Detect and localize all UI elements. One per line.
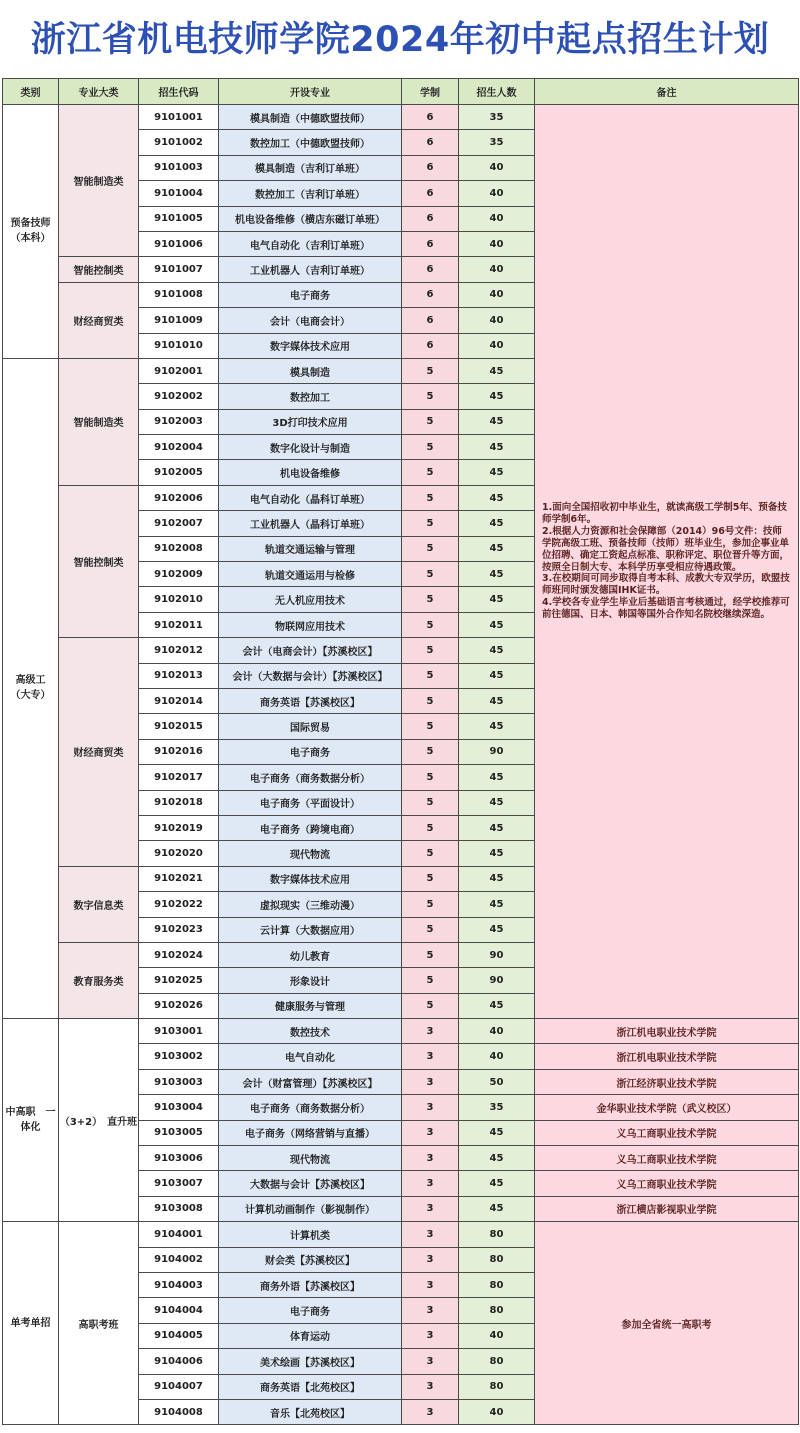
code-cell: 9101003	[139, 155, 219, 180]
category-sublabel: （本科）	[10, 233, 51, 245]
enrollment-cell: 40	[459, 257, 535, 282]
program-cell: 轨道交通运输与管理	[219, 536, 402, 561]
duration-cell: 5	[402, 435, 459, 460]
code-cell: 9104003	[139, 1272, 219, 1297]
duration-cell: 5	[402, 892, 459, 917]
code-cell: 9102023	[139, 917, 219, 942]
enrollment-cell: 45	[459, 841, 535, 866]
header-remarks: 备注	[535, 79, 799, 105]
program-cell: 会计（财富管理）【苏溪校区】	[219, 1069, 402, 1094]
program-cell: 数字化设计与制造	[219, 435, 402, 460]
code-cell: 9102007	[139, 511, 219, 536]
duration-cell: 5	[402, 536, 459, 561]
code-cell: 9102012	[139, 638, 219, 663]
code-cell: 9101005	[139, 206, 219, 231]
duration-cell: 5	[402, 663, 459, 688]
enrollment-cell: 45	[459, 536, 535, 561]
code-cell: 9102015	[139, 714, 219, 739]
program-cell: 电子商务（平面设计）	[219, 790, 402, 815]
program-cell: 幼儿教育	[219, 942, 402, 967]
code-cell: 9101010	[139, 333, 219, 358]
duration-cell: 5	[402, 841, 459, 866]
enrollment-cell: 80	[459, 1272, 535, 1297]
major-class-cell: 财经商贸类	[59, 638, 139, 867]
table-row	[3, 1222, 799, 1247]
code-cell: 9102021	[139, 866, 219, 891]
program-cell: 数字媒体技术应用	[219, 333, 402, 358]
enrollment-cell: 40	[459, 1399, 535, 1424]
program-cell: 体育运动	[219, 1323, 402, 1348]
remark-item: 2.根据人力资源和社会保障部（2014）96号文件：技师学院高级工班、预备技师（技师）班毕业生，参加企事业单位招聘、确定工资起点标准、职称评定、职位晋升等方面，按照全日制大专、本科学历享受相应待遇政策。	[542, 525, 790, 573]
program-cell: 计算机类	[219, 1222, 402, 1247]
program-cell: 模具制造（吉利订单班）	[219, 155, 402, 180]
duration-cell: 3	[402, 1171, 459, 1196]
program-cell: 电气自动化（吉利订单班）	[219, 231, 402, 256]
duration-cell: 6	[402, 105, 459, 130]
category-label: 中高职 一	[5, 1107, 56, 1119]
code-cell: 9102011	[139, 612, 219, 637]
duration-cell: 6	[402, 231, 459, 256]
enrollment-cell: 45	[459, 435, 535, 460]
duration-cell: 3	[402, 1069, 459, 1094]
enrollment-cell: 50	[459, 1069, 535, 1094]
program-cell: 工业机器人（晶科订单班）	[219, 511, 402, 536]
major-class-cell: 数字信息类	[59, 866, 139, 942]
program-cell: 模具制造（中德欧盟技师）	[219, 105, 402, 130]
code-cell: 9103001	[139, 1019, 219, 1044]
duration-cell: 5	[402, 714, 459, 739]
partner-college-cell: 浙江横店影视职业学院	[535, 1196, 799, 1221]
major-class-cell: 财经商贸类	[59, 282, 139, 358]
code-cell: 9102022	[139, 892, 219, 917]
category-cell	[3, 1222, 59, 1425]
code-cell: 9102025	[139, 968, 219, 993]
duration-cell: 6	[402, 333, 459, 358]
program-cell: 无人机应用技术	[219, 587, 402, 612]
program-cell: 轨道交通运用与检修	[219, 562, 402, 587]
category-cell	[3, 1019, 59, 1222]
category-sublabel: （大专）	[10, 690, 51, 702]
duration-cell: 3	[402, 1019, 459, 1044]
enrollment-cell: 45	[459, 612, 535, 637]
enrollment-cell: 45	[459, 714, 535, 739]
duration-cell: 5	[402, 917, 459, 942]
program-cell: 会计（大数据与会计）【苏溪校区】	[219, 663, 402, 688]
duration-cell: 5	[402, 993, 459, 1018]
code-cell: 9102018	[139, 790, 219, 815]
program-cell: 计算机动画制作（影视制作）	[219, 1196, 402, 1221]
duration-cell: 5	[402, 790, 459, 815]
code-cell: 9102016	[139, 739, 219, 764]
program-cell: 商务英语【北苑校区】	[219, 1374, 402, 1399]
duration-cell: 5	[402, 866, 459, 891]
category-cell	[3, 105, 59, 359]
duration-cell: 3	[402, 1374, 459, 1399]
enrollment-cell: 45	[459, 485, 535, 510]
code-cell: 9104005	[139, 1323, 219, 1348]
code-cell: 9104008	[139, 1399, 219, 1424]
program-cell: 大数据与会计【苏溪校区】	[219, 1171, 402, 1196]
enrollment-cell: 45	[459, 562, 535, 587]
program-cell: 电子商务	[219, 1298, 402, 1323]
enrollment-cell: 40	[459, 181, 535, 206]
enrollment-cell: 45	[459, 409, 535, 434]
enrollment-cell: 45	[459, 1120, 535, 1145]
enrollment-table	[2, 78, 799, 1425]
program-cell: 模具制造	[219, 358, 402, 383]
code-cell: 9102026	[139, 993, 219, 1018]
program-cell: 数控加工	[219, 384, 402, 409]
program-cell: 电子商务（商务数据分析）	[219, 765, 402, 790]
program-cell: 商务英语【苏溪校区】	[219, 688, 402, 713]
enrollment-cell: 45	[459, 1196, 535, 1221]
code-cell: 9102024	[139, 942, 219, 967]
program-cell: 机电设备维修	[219, 460, 402, 485]
duration-cell: 5	[402, 638, 459, 663]
code-cell: 9102017	[139, 765, 219, 790]
code-cell: 9104001	[139, 1222, 219, 1247]
duration-cell: 5	[402, 511, 459, 536]
program-cell: 电气自动化（晶科订单班）	[219, 485, 402, 510]
partner-college-cell: 义乌工商职业技术学院	[535, 1146, 799, 1171]
category-label: 预备技师	[10, 218, 51, 230]
enrollment-cell: 45	[459, 917, 535, 942]
enrollment-cell: 45	[459, 460, 535, 485]
enrollment-cell: 45	[459, 358, 535, 383]
program-cell: 商务外语【苏溪校区】	[219, 1272, 402, 1297]
code-cell: 9103004	[139, 1095, 219, 1120]
enrollment-cell: 45	[459, 993, 535, 1018]
code-cell: 9102005	[139, 460, 219, 485]
major-class-cell: 教育服务类	[59, 942, 139, 1018]
duration-cell: 5	[402, 460, 459, 485]
major-class-cell: 智能制造类	[59, 358, 139, 485]
duration-cell: 3	[402, 1349, 459, 1374]
enrollment-cell: 45	[459, 587, 535, 612]
program-cell: 工业机器人（吉利订单班）	[219, 257, 402, 282]
duration-cell: 6	[402, 308, 459, 333]
exam-remark-cell: 参加全省统一高职考	[535, 1222, 799, 1425]
program-cell: 电气自动化	[219, 1044, 402, 1069]
duration-cell: 3	[402, 1146, 459, 1171]
enrollment-cell: 45	[459, 866, 535, 891]
duration-cell: 6	[402, 257, 459, 282]
header-major-class: 专业大类	[59, 79, 139, 105]
enrollment-cell: 45	[459, 511, 535, 536]
enrollment-cell: 45	[459, 688, 535, 713]
code-cell: 9101001	[139, 105, 219, 130]
program-cell: 电子商务	[219, 282, 402, 307]
code-cell: 9102009	[139, 562, 219, 587]
enrollment-cell: 80	[459, 1247, 535, 1272]
duration-cell: 5	[402, 485, 459, 510]
program-cell: 会计（电商会计）	[219, 308, 402, 333]
duration-cell: 5	[402, 815, 459, 840]
duration-cell: 3	[402, 1247, 459, 1272]
program-cell: 物联网应用技术	[219, 612, 402, 637]
enrollment-cell: 45	[459, 892, 535, 917]
enrollment-cell: 40	[459, 1019, 535, 1044]
code-cell: 9102002	[139, 384, 219, 409]
program-cell: 美术绘画【苏溪校区】	[219, 1349, 402, 1374]
program-cell: 电子商务	[219, 739, 402, 764]
code-cell: 9102013	[139, 663, 219, 688]
program-cell: 现代物流	[219, 1146, 402, 1171]
code-cell: 9104002	[139, 1247, 219, 1272]
partner-college-cell: 浙江经济职业技术学院	[535, 1069, 799, 1094]
code-cell: 9102014	[139, 688, 219, 713]
program-cell: 数控技术	[219, 1019, 402, 1044]
code-cell: 9104007	[139, 1374, 219, 1399]
duration-cell: 5	[402, 409, 459, 434]
code-cell: 9101008	[139, 282, 219, 307]
program-cell: 形象设计	[219, 968, 402, 993]
partner-college-cell: 金华职业技术学院（武义校区）	[535, 1095, 799, 1120]
duration-cell: 3	[402, 1196, 459, 1221]
duration-cell: 3	[402, 1399, 459, 1424]
program-cell: 会计（电商会计）【苏溪校区】	[219, 638, 402, 663]
enrollment-cell: 35	[459, 1095, 535, 1120]
remark-item: 3.在校期间可同步取得自考本科、成教大专双学历，欧盟技师班同时颁发德国IHK证书。	[542, 573, 790, 597]
duration-cell: 5	[402, 358, 459, 383]
program-cell: 数字媒体技术应用	[219, 866, 402, 891]
duration-cell: 3	[402, 1095, 459, 1120]
table-row	[3, 1019, 799, 1044]
code-cell: 9103003	[139, 1069, 219, 1094]
duration-cell: 5	[402, 587, 459, 612]
category-label: 单考单招	[10, 1317, 51, 1329]
code-cell: 9104006	[139, 1349, 219, 1374]
header-category: 类别	[3, 79, 59, 105]
enrollment-cell: 80	[459, 1374, 535, 1399]
category-cell	[3, 358, 59, 1018]
program-cell: 电子商务（网络营销与直播）	[219, 1120, 402, 1145]
code-cell: 9102008	[139, 536, 219, 561]
program-cell: 电子商务（跨境电商）	[219, 815, 402, 840]
program-cell: 数控加工（吉利订单班）	[219, 181, 402, 206]
code-cell: 9103002	[139, 1044, 219, 1069]
enrollment-cell: 45	[459, 815, 535, 840]
duration-cell: 3	[402, 1272, 459, 1297]
duration-cell: 6	[402, 282, 459, 307]
code-cell: 9101006	[139, 231, 219, 256]
duration-cell: 3	[402, 1044, 459, 1069]
program-cell: 财会类【苏溪校区】	[219, 1247, 402, 1272]
partner-college-cell: 义乌工商职业技术学院	[535, 1120, 799, 1145]
code-cell: 9103008	[139, 1196, 219, 1221]
code-cell: 9103005	[139, 1120, 219, 1145]
enrollment-cell: 40	[459, 1323, 535, 1348]
duration-cell: 3	[402, 1120, 459, 1145]
enrollment-cell: 45	[459, 790, 535, 815]
program-cell: 现代物流	[219, 841, 402, 866]
enrollment-cell: 90	[459, 942, 535, 967]
enrollment-cell: 90	[459, 968, 535, 993]
code-cell: 9102010	[139, 587, 219, 612]
major-class-cell: 智能控制类	[59, 257, 139, 282]
header-program: 开设专业	[219, 79, 402, 105]
enrollment-cell: 80	[459, 1349, 535, 1374]
enrollment-cell: 40	[459, 206, 535, 231]
duration-cell: 3	[402, 1222, 459, 1247]
program-cell: 音乐【北苑校区】	[219, 1399, 402, 1424]
code-cell: 9102001	[139, 358, 219, 383]
partner-college-cell: 浙江机电职业技术学院	[535, 1044, 799, 1069]
enrollment-cell: 80	[459, 1298, 535, 1323]
table-row	[3, 105, 799, 130]
enrollment-cell: 35	[459, 130, 535, 155]
program-cell: 云计算（大数据应用）	[219, 917, 402, 942]
category-sublabel: 体化	[20, 1122, 41, 1134]
remark-item: 4.学校各专业学生毕业后基础语言考核通过，经学校推荐可前往德国、日本、韩国等国外合作知名院校继续深造。	[542, 597, 790, 621]
duration-cell: 5	[402, 562, 459, 587]
header-code: 招生代码	[139, 79, 219, 105]
code-cell: 9102004	[139, 435, 219, 460]
duration-cell: 5	[402, 384, 459, 409]
code-cell: 9102006	[139, 485, 219, 510]
enrollment-cell: 40	[459, 308, 535, 333]
code-cell: 9103006	[139, 1146, 219, 1171]
enrollment-cell: 35	[459, 105, 535, 130]
program-cell: 国际贸易	[219, 714, 402, 739]
program-cell: 健康服务与管理	[219, 993, 402, 1018]
duration-cell: 6	[402, 206, 459, 231]
duration-cell: 3	[402, 1323, 459, 1348]
enrollment-cell: 80	[459, 1222, 535, 1247]
code-cell: 9102019	[139, 815, 219, 840]
major-class-cell: 高职考班	[59, 1222, 139, 1425]
enrollment-cell: 40	[459, 282, 535, 307]
code-cell: 9101002	[139, 130, 219, 155]
enrollment-cell: 40	[459, 1044, 535, 1069]
major-class-cell: 智能控制类	[59, 485, 139, 637]
duration-cell: 5	[402, 739, 459, 764]
partner-college-cell: 义乌工商职业技术学院	[535, 1171, 799, 1196]
category-label: 高级工	[15, 675, 46, 687]
code-cell: 9101007	[139, 257, 219, 282]
duration-cell: 5	[402, 942, 459, 967]
code-cell: 9102020	[139, 841, 219, 866]
duration-cell: 5	[402, 612, 459, 637]
code-cell: 9102003	[139, 409, 219, 434]
duration-cell: 5	[402, 688, 459, 713]
enrollment-cell: 90	[459, 739, 535, 764]
enrollment-cell: 40	[459, 231, 535, 256]
enrollment-cell: 45	[459, 638, 535, 663]
enrollment-cell: 45	[459, 663, 535, 688]
code-cell: 9104004	[139, 1298, 219, 1323]
header-enrollment: 招生人数	[459, 79, 535, 105]
enrollment-cell: 45	[459, 1171, 535, 1196]
page-title: 浙江省机电技师学院2024年初中起点招生计划	[30, 20, 770, 60]
major-class-cell: 智能制造类	[59, 105, 139, 257]
enrollment-cell: 45	[459, 384, 535, 409]
enrollment-cell: 40	[459, 333, 535, 358]
major-class-cell: （3+2） 直升班	[59, 1019, 139, 1222]
program-cell: 虚拟现实（三维动漫）	[219, 892, 402, 917]
code-cell: 9101004	[139, 181, 219, 206]
duration-cell: 3	[402, 1298, 459, 1323]
duration-cell: 6	[402, 155, 459, 180]
duration-cell: 5	[402, 968, 459, 993]
code-cell: 9101009	[139, 308, 219, 333]
remark-item: 1.面向全国招收初中毕业生，就读高级工学制5年、预备技师学制6年。	[542, 502, 787, 526]
header-row	[3, 79, 799, 105]
enrollment-cell: 45	[459, 1146, 535, 1171]
program-cell: 机电设备维修（横店东磁订单班）	[219, 206, 402, 231]
program-cell: 电子商务（商务数据分析）	[219, 1095, 402, 1120]
remarks-main-cell	[535, 105, 799, 1019]
program-cell: 3D打印技术应用	[219, 409, 402, 434]
code-cell: 9103007	[139, 1171, 219, 1196]
enrollment-cell: 40	[459, 155, 535, 180]
duration-cell: 6	[402, 181, 459, 206]
header-duration: 学制	[402, 79, 459, 105]
enrollment-cell: 45	[459, 765, 535, 790]
duration-cell: 6	[402, 130, 459, 155]
duration-cell: 5	[402, 765, 459, 790]
program-cell: 数控加工（中德欧盟技师）	[219, 130, 402, 155]
partner-college-cell: 浙江机电职业技术学院	[535, 1019, 799, 1044]
